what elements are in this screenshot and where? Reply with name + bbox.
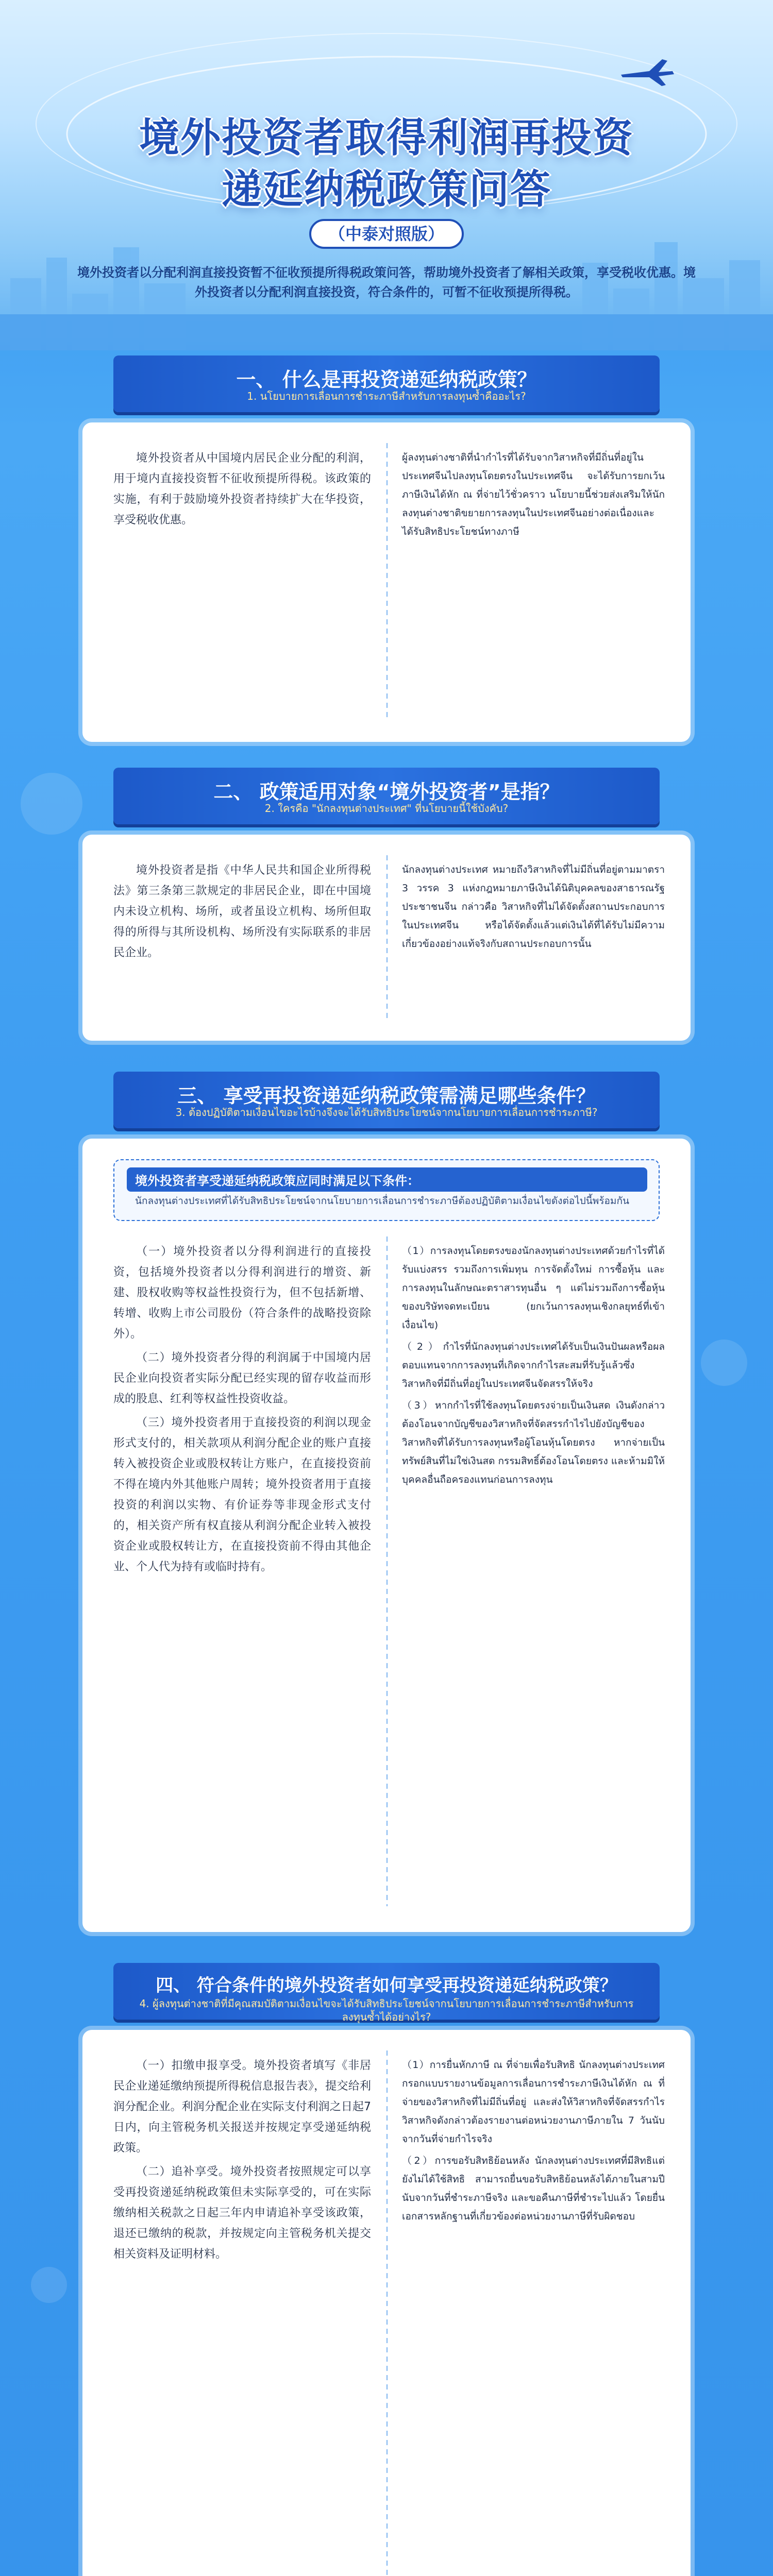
section-2-chinese-text xyxy=(113,860,371,967)
header-banner xyxy=(0,0,773,350)
section-2-thai-text xyxy=(402,860,665,956)
section-1-card xyxy=(82,422,691,742)
section-1-thai-text xyxy=(402,448,665,544)
section-4-thai-text xyxy=(402,2056,665,2229)
paragraph: 境外投资者从中国境内居民企业分配的利润，用于境内直接投资暂不征收预提所得税。该政策的实施，有利于鼓励境外投资者持续扩大在华投资，享受税收优惠。 xyxy=(113,452,371,527)
paragraph: （三）境外投资者用于直接投资的利润以现金形式支付的，相关款项从利润分配企业的账户直接转入被投资企业或股权转让方账户，在直接投资前不得在境内外其他账户周转；境外投资者用于直接投资的利润以实物、有价证券等非现金形式支付的，相关资产所有权直接从利润分配企业转入被投资企业或股权转让方，在直接投资前不得由其他企业、个人代为持有或临时持有。 xyxy=(113,1416,371,1573)
intro-text: 境外投资者以分配利润直接投资暂不征收预提所得税政策问答，帮助境外投资者了解相关政策，享受税收优惠。境外投资者以分配利润直接投资，符合条件的，可暂不征收预提所得税。 xyxy=(77,265,696,299)
section-4-subtitle: 4. ผู้ลงทุนต่างชาติที่มีคุณสมบัติตามเงื่อนไขจะได้รับสิทธิประโยชน์จากนโยบายการเลื่อนการชำระภาษีสำหรับการลงทุนซ้ำได้อย่างไร? xyxy=(139,1997,634,2023)
paragraph: ผู้ลงทุนต่างชาติที่นำกำไรที่ได้รับจากวิสาหกิจที่มีถิ่นที่อยู่ในประเทศจีนไปลงทุนโดยตรงในประเทศจีน จะได้รับการยกเว้นภาษีเงินได้หัก ณ ที่จ่ายไว้ชั่วคราว นโยบายนี้ช่วยส่งเสริมให้นักลงทุนต่างชาติขยายการลงทุนในประเทศจีนอย่างต่อเนื่องและได้รับสิทธิประโยชน์ทางภาษี xyxy=(402,452,665,537)
paragraph: （1）การลงทุนโดยตรงของนักลงทุนต่างประเทศด้วยกำไรที่ได้รับแบ่งสรร รวมถึงการเพิ่มทุน การจัดตั้งใหม่ การซื้อหุ้น และการลงทุนในลักษณะตราสารทุนอื่น ๆ แต่ไม่รวมถึงการซื้อหุ้นของบริษัทจดทะเบียน (ยกเว้นการลงทุนเชิงกลยุทธ์ที่เข้าเงื่อนไข) xyxy=(402,1245,665,1331)
paragraph: （2）การขอรับสิทธิย้อนหลัง นักลงทุนต่างประเทศที่มีสิทธิแต่ยังไม่ได้ใช้สิทธิ สามารถยื่นขอรับสิทธิย้อนหลังได้ภายในสามปีนับจากวันที่ชำระภาษีจริง และขอคืนภาษีที่ชำระไปแล้ว โดยยื่นเอกสารหลักฐานที่เกี่ยวข้องต่อหน่วยงานภาษีที่รับผิดชอบ xyxy=(402,2155,665,2222)
paragraph: （一）扣缴申报享受。境外投资者填写《非居民企业递延缴纳预提所得税信息报告表》，提交给利润分配企业。利润分配企业在实际支付利润之日起7日内，向主管税务机关报送并按规定享受递延纳税政策。 xyxy=(113,2059,371,2155)
column-divider xyxy=(386,1236,388,1906)
paragraph: （一）境外投资者以分得利润进行的直接投资，包括境外投资者以分得利润进行的增资、新建、股权收购等权益性投资行为，但不包括新增、转增、收购上市公司股份（符合条件的战略投资除外）。 xyxy=(113,1245,371,1341)
column-divider xyxy=(386,443,388,721)
edition-badge: （中泰对照版） xyxy=(309,219,464,249)
section-1-banner xyxy=(113,355,660,412)
section-2-title: 二、 政策适用对象“境外投资者”是指？ xyxy=(213,781,560,803)
section-2-banner xyxy=(113,768,660,824)
column-divider xyxy=(386,2050,388,2576)
paragraph: （3）หากกำไรที่ใช้ลงทุนโดยตรงจ่ายเป็นเงินสด เงินดังกล่าวต้องโอนจากบัญชีของวิสาหกิจที่จัดสรรกำไรไปยังบัญชีของวิสาหกิจที่ได้รับการลงทุนหรือผู้โอนหุ้นโดยตรง หากจ่ายเป็นทรัพย์สินที่ไม่ใช่เงินสด กรรมสิทธิ์ต้องโอนโดยตรง และห้ามมิให้บุคคลอื่นถือครองแทนก่อนการลงทุน xyxy=(402,1400,665,1485)
section-4-banner xyxy=(113,1963,660,2023)
paragraph: นักลงทุนต่างประเทศ หมายถึงวิสาหกิจที่ไม่มีถิ่นที่อยู่ตามมาตรา 3 วรรค 3 แห่งกฎหมายภาษีเงินได้นิติบุคคลของสาธารณรัฐประชาชนจีน กล่าวคือ วิสาหกิจที่ไม่ได้จัดตั้งสถานประกอบการในประเทศจีน หรือได้จัดตั้งแล้วแต่เงินได้ที่ได้รับไม่มีความเกี่ยวข้องอย่างแท้จริงกับสถานประกอบการนั้น xyxy=(402,864,665,950)
conditions-note-heading: 境外投资者享受递延纳税政策应同时满足以下条件： xyxy=(127,1167,647,1192)
section-3 xyxy=(0,1072,773,1947)
section-4-title: 四、 符合条件的境外投资者如何享受再投资递延纳税政策？ xyxy=(156,1975,617,1996)
section-1 xyxy=(0,355,773,757)
section-1-title: 一、 什么是再投资递延纳税政策？ xyxy=(236,368,537,391)
conditions-note-box xyxy=(113,1159,660,1221)
paragraph: （二）境外投资者分得的利润属于中国境内居民企业向投资者实际分配已经实现的留存收益而形成的股息、红利等权益性投资收益。 xyxy=(113,1351,371,1405)
section-4-card xyxy=(82,2030,691,2576)
section-3-thai-text xyxy=(402,1242,665,1492)
section-1-chinese-text xyxy=(113,448,371,534)
paragraph: 境外投资者是指《中华人民共和国企业所得税法》第三条第三款规定的非居民企业，即在中国境内未设立机构、场所，或者虽设立机构、场所但取得的所得与其所设机构、场所没有实际联系的非居民企业。 xyxy=(113,864,371,959)
paragraph: （1）การยื่นหักภาษี ณ ที่จ่ายเพื่อรับสิทธิ นักลงทุนต่างประเทศกรอกแบบรายงานข้อมูลการเลื่อนการชำระภาษีเงินได้หัก ณ ที่จ่ายของวิสาหกิจที่ไม่มีถิ่นที่อยู่ และส่งให้วิสาหกิจที่จัดสรรกำไร วิสาหกิจดังกล่าวต้องรายงานต่อหน่วยงานภาษีภายใน 7 วันนับจากวันที่จ่ายกำไรจริง xyxy=(402,2059,665,2145)
column-divider xyxy=(386,855,388,1020)
section-2-card xyxy=(82,835,691,1041)
section-1-subtitle: 1. นโยบายการเลื่อนการชำระภาษีสำหรับการลงทุนซ้ำคืออะไร? xyxy=(247,390,526,402)
airplane-icon xyxy=(618,57,675,88)
page-title-line-2: 递延纳税政策问答 xyxy=(221,166,551,213)
page-title-line-1: 境外投资者取得利润再投资 xyxy=(139,115,634,161)
section-3-chinese-text xyxy=(113,1242,371,1581)
section-4 xyxy=(0,1963,773,2576)
section-3-title: 三、 享受再投资递延纳税政策需满足哪些条件？ xyxy=(177,1084,596,1107)
section-2-subtitle: 2. ใครคือ "นักลงทุนต่างประเทศ" ที่นโยบายนี้ใช้บังคับ? xyxy=(264,802,509,815)
conditions-note-body: นักลงทุนต่างประเทศที่ได้รับสิทธิประโยชน์จากนโยบายการเลื่อนการชำระภาษีต้องปฏิบัติตามเงื่อนไขดังต่อไปนี้พร้อมกัน xyxy=(135,1195,629,1207)
paragraph: （二）追补享受。境外投资者按照规定可以享受再投资递延纳税政策但未实际享受的，可在实际缴纳相关税款之日起三年内申请追补享受该政策，退还已缴纳的税款，并按规定向主管税务机关提交相关资料及证明材料。 xyxy=(113,2165,371,2261)
section-3-card xyxy=(82,1139,691,1932)
section-3-banner xyxy=(113,1072,660,1128)
section-3-subtitle: 3. ต้องปฏิบัติตามเงื่อนไขอะไรบ้างจึงจะได้รับสิทธิประโยชน์จากนโยบายการเลื่อนการชำระภาษี? xyxy=(175,1106,598,1118)
paragraph: （2）กำไรที่นักลงทุนต่างประเทศได้รับเป็นเงินปันผลหรือผลตอบแทนจากการลงทุนที่เกิดจากกำไรสะสมที่รับรู้แล้วซึ่งวิสาหกิจที่มีถิ่นที่อยู่ในประเทศจีนจัดสรรให้จริง xyxy=(402,1341,665,1389)
section-2 xyxy=(0,768,773,1056)
section-4-chinese-text xyxy=(113,2056,371,2268)
